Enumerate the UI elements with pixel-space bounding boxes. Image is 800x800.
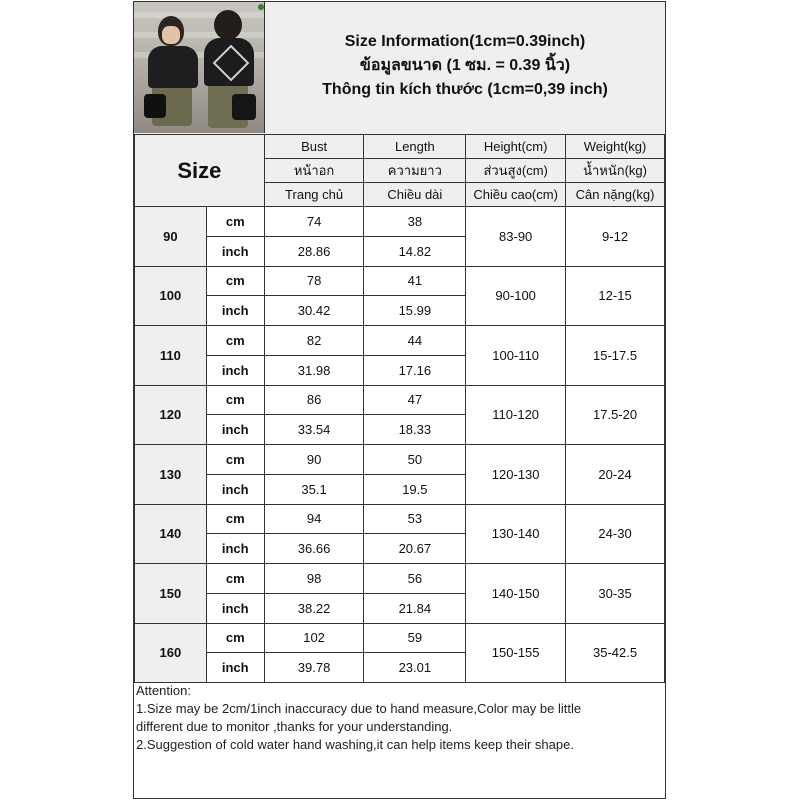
- length-inch-value: 21.84: [364, 593, 466, 623]
- unit-cm-label: cm: [206, 445, 264, 475]
- col-weight-th: น้ำหนัก(kg): [566, 159, 665, 183]
- bust-cm-value: 82: [264, 326, 364, 356]
- unit-inch-label: inch: [206, 534, 264, 564]
- col-bust-vi: Trang chủ: [264, 183, 364, 207]
- col-height-vi: Chiều cao(cm): [466, 183, 566, 207]
- unit-cm-label: cm: [206, 266, 264, 296]
- notes-heading: Attention:: [136, 683, 191, 698]
- col-height-en: Height(cm): [466, 135, 566, 159]
- height-range-value: 130-140: [466, 504, 566, 564]
- unit-cm-label: cm: [206, 385, 264, 415]
- size-table: [134, 134, 665, 683]
- unit-cm-label: cm: [206, 326, 264, 356]
- weight-range-value: 15-17.5: [566, 326, 665, 386]
- length-inch-value: 17.16: [364, 355, 466, 385]
- length-cm-value: 41: [364, 266, 466, 296]
- unit-inch-label: inch: [206, 355, 264, 385]
- weight-range-value: 12-15: [566, 266, 665, 326]
- unit-inch-label: inch: [206, 296, 264, 326]
- table-row: [135, 623, 665, 653]
- title-vietnamese: Thông tin kích thước (1cm=0,39 inch): [322, 81, 608, 98]
- photo-kid-sweatshirt: [148, 46, 198, 88]
- size-value: 120: [135, 385, 207, 445]
- bust-cm-value: 74: [264, 207, 364, 237]
- unit-inch-label: inch: [206, 653, 264, 683]
- bust-cm-value: 86: [264, 385, 364, 415]
- photo-stair: [134, 32, 264, 38]
- col-height-th: ส่วนสูง(cm): [466, 159, 566, 183]
- bust-inch-value: 36.66: [264, 534, 364, 564]
- bust-cm-value: 78: [264, 266, 364, 296]
- title-english: Size Information(1cm=0.39inch): [344, 33, 586, 50]
- height-range-value: 90-100: [466, 266, 566, 326]
- length-inch-value: 23.01: [364, 653, 466, 683]
- length-inch-value: 20.67: [364, 534, 466, 564]
- length-cm-value: 50: [364, 445, 466, 475]
- weight-range-value: 17.5-20: [566, 385, 665, 445]
- table-row: [135, 266, 665, 296]
- bust-cm-value: 102: [264, 623, 364, 653]
- attention-notes: [134, 680, 665, 754]
- unit-cm-label: cm: [206, 207, 264, 237]
- leaf-icon: [258, 4, 264, 10]
- length-cm-value: 44: [364, 326, 466, 356]
- height-range-value: 83-90: [466, 207, 566, 267]
- bust-inch-value: 28.86: [264, 236, 364, 266]
- weight-range-value: 30-35: [566, 564, 665, 624]
- height-range-value: 110-120: [466, 385, 566, 445]
- length-inch-value: 15.99: [364, 296, 466, 326]
- unit-inch-label: inch: [206, 474, 264, 504]
- length-inch-value: 18.33: [364, 415, 466, 445]
- unit-cm-label: cm: [206, 564, 264, 594]
- notes-line: 1.Size may be 2cm/1inch inaccuracy due to hand measure,Color may be little: [136, 701, 582, 716]
- bust-inch-value: 39.78: [264, 653, 364, 683]
- bust-cm-value: 90: [264, 445, 364, 475]
- size-value: 130: [135, 445, 207, 505]
- size-value: 160: [135, 623, 207, 683]
- length-inch-value: 14.82: [364, 236, 466, 266]
- length-cm-value: 47: [364, 385, 466, 415]
- size-chart-sheet: [133, 1, 666, 799]
- table-row: [135, 385, 665, 415]
- height-range-value: 100-110: [466, 326, 566, 386]
- bust-inch-value: 38.22: [264, 593, 364, 623]
- chart-header: [134, 2, 665, 135]
- unit-cm-label: cm: [206, 623, 264, 653]
- bust-inch-value: 30.42: [264, 296, 364, 326]
- title-thai: ข้อมูลขนาด (1 ซม. = 0.39 นิ้ว): [359, 57, 571, 74]
- length-cm-value: 56: [364, 564, 466, 594]
- size-column-header: Size: [135, 135, 265, 207]
- length-inch-value: 19.5: [364, 474, 466, 504]
- table-row: [135, 326, 665, 356]
- height-range-value: 140-150: [466, 564, 566, 624]
- size-value: 110: [135, 326, 207, 386]
- col-length-en: Length: [364, 135, 466, 159]
- col-length-th: ความยาว: [364, 159, 466, 183]
- size-rows: [135, 207, 665, 683]
- weight-range-value: 9-12: [566, 207, 665, 267]
- height-range-value: 120-130: [466, 445, 566, 505]
- photo-stair: [134, 12, 264, 18]
- weight-range-value: 35-42.5: [566, 623, 665, 683]
- length-cm-value: 38: [364, 207, 466, 237]
- unit-inch-label: inch: [206, 593, 264, 623]
- height-range-value: 150-155: [466, 623, 566, 683]
- col-weight-vi: Cân nặng(kg): [566, 183, 665, 207]
- size-value: 100: [135, 266, 207, 326]
- bust-cm-value: 94: [264, 504, 364, 534]
- bust-inch-value: 31.98: [264, 355, 364, 385]
- photo-bag: [232, 94, 256, 120]
- col-bust-en: Bust: [264, 135, 364, 159]
- photo-kid-face: [162, 26, 180, 44]
- unit-inch-label: inch: [206, 415, 264, 445]
- weight-range-value: 24-30: [566, 504, 665, 564]
- weight-range-value: 20-24: [566, 445, 665, 505]
- unit-cm-label: cm: [206, 504, 264, 534]
- notes-line: 2.Suggestion of cold water hand washing,it can help items keep their shape.: [136, 737, 574, 752]
- col-length-vi: Chiều dài: [364, 183, 466, 207]
- bust-inch-value: 33.54: [264, 415, 364, 445]
- unit-inch-label: inch: [206, 236, 264, 266]
- photo-kid-hair: [214, 10, 242, 40]
- table-row: [135, 445, 665, 475]
- header-titles: [265, 30, 665, 102]
- col-bust-th: หน้าอก: [264, 159, 364, 183]
- notes-line: different due to monitor ,thanks for your understanding.: [136, 719, 453, 734]
- product-photo: [134, 2, 265, 133]
- size-value: 150: [135, 564, 207, 624]
- bust-cm-value: 98: [264, 564, 364, 594]
- size-value: 90: [135, 207, 207, 267]
- bust-inch-value: 35.1: [264, 474, 364, 504]
- length-cm-value: 53: [364, 504, 466, 534]
- table-row: [135, 564, 665, 594]
- photo-bag: [144, 94, 166, 118]
- table-row: [135, 504, 665, 534]
- col-weight-en: Weight(kg): [566, 135, 665, 159]
- size-value: 140: [135, 504, 207, 564]
- length-cm-value: 59: [364, 623, 466, 653]
- table-row: [135, 207, 665, 237]
